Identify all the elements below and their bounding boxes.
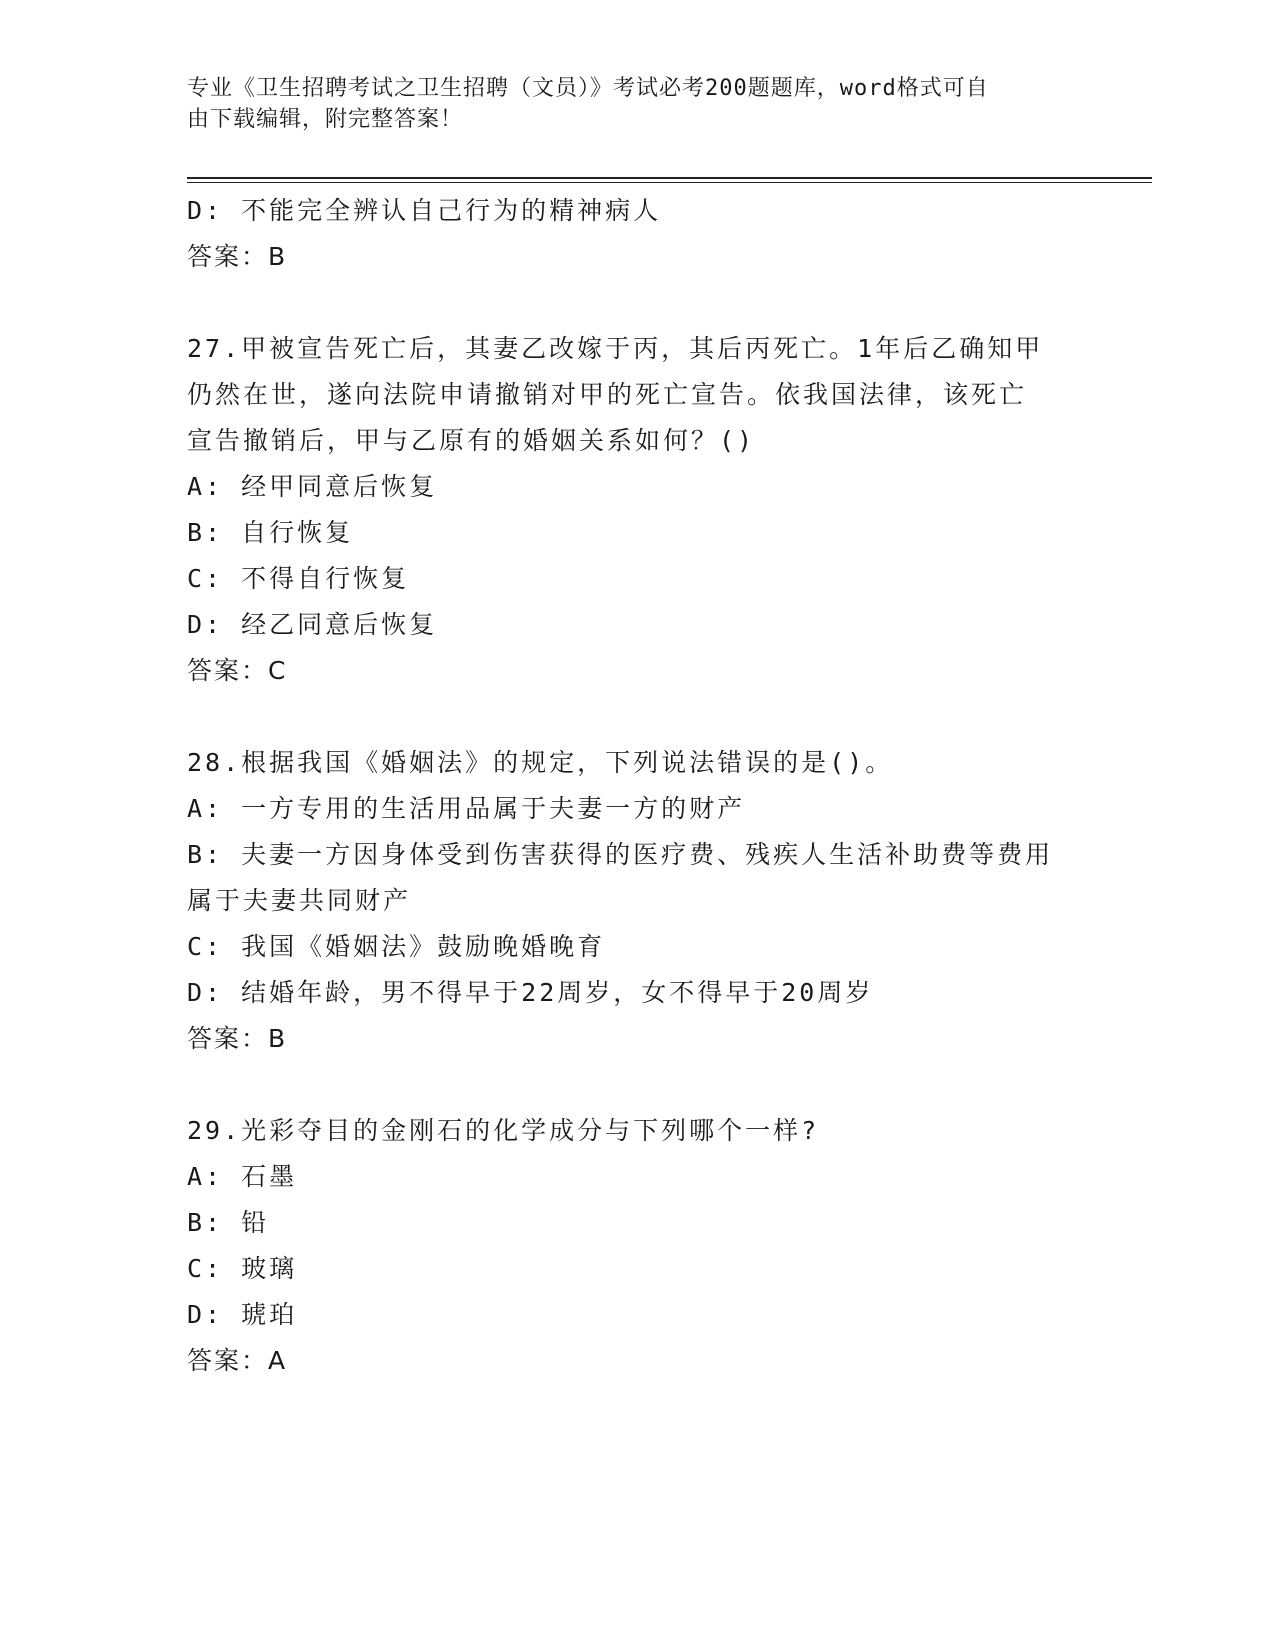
option-d: D: 经乙同意后恢复 (187, 610, 438, 639)
option-a: A: 经甲同意后恢复 (187, 472, 438, 501)
question-text-line-1: 27.甲被宣告死亡后，其妻乙改嫁于丙，其后丙死亡。1年后乙确知甲 (187, 334, 1044, 363)
option-c: C: 我国《婚姻法》鼓励晚婚晚育 (187, 932, 606, 961)
question-list (187, 188, 1087, 1384)
answer: 答案：C (187, 656, 288, 685)
question-28 (187, 740, 1087, 1062)
question-29 (187, 1108, 1087, 1384)
option-d: D: 结婚年龄，男不得早于22周岁，女不得早于20周岁 (187, 978, 874, 1007)
option-a: A: 一方专用的生活用品属于夫妻一方的财产 (187, 794, 746, 823)
option-b: B: 铅 (187, 1208, 270, 1237)
option-c: C: 玻璃 (187, 1254, 298, 1283)
answer: 答案：B (187, 1024, 288, 1053)
question-27 (187, 326, 1087, 694)
header-line-2: 由下载编辑，附完整答案！ (187, 107, 464, 132)
document-header (187, 73, 1087, 135)
header-divider (187, 177, 1152, 179)
option-d: D: 不能完全辨认自己行为的精神病人 (187, 196, 662, 225)
answer: 答案：A (187, 1346, 288, 1375)
option-b: B: 自行恢复 (187, 518, 354, 547)
option-d: D: 琥珀 (187, 1300, 298, 1329)
question-26-tail (187, 188, 1087, 280)
option-b-line-1: B: 夫妻一方因身体受到伤害获得的医疗费、残疾人生活补助费等费用 (187, 840, 1054, 869)
question-text-line-2: 仍然在世，遂向法院申请撤销对甲的死亡宣告。依我国法律，该死亡 (187, 380, 1028, 409)
option-a: A: 石墨 (187, 1162, 298, 1191)
option-c: C: 不得自行恢复 (187, 564, 410, 593)
question-text-line-1: 29.光彩夺目的金刚石的化学成分与下列哪个一样? (187, 1116, 820, 1145)
header-line-1: 专业《卫生招聘考试之卫生招聘（文员）》考试必考200题题库，word格式可自 (187, 76, 989, 101)
option-b-line-2: 属于夫妻共同财产 (187, 886, 412, 915)
answer: 答案：B (187, 242, 288, 271)
header-divider-thin (187, 182, 1152, 183)
question-text-line-1: 28.根据我国《婚姻法》的规定，下列说法错误的是()。 (187, 748, 894, 777)
question-text-line-3: 宣告撤销后，甲与乙原有的婚姻关系如何？() (187, 426, 756, 455)
